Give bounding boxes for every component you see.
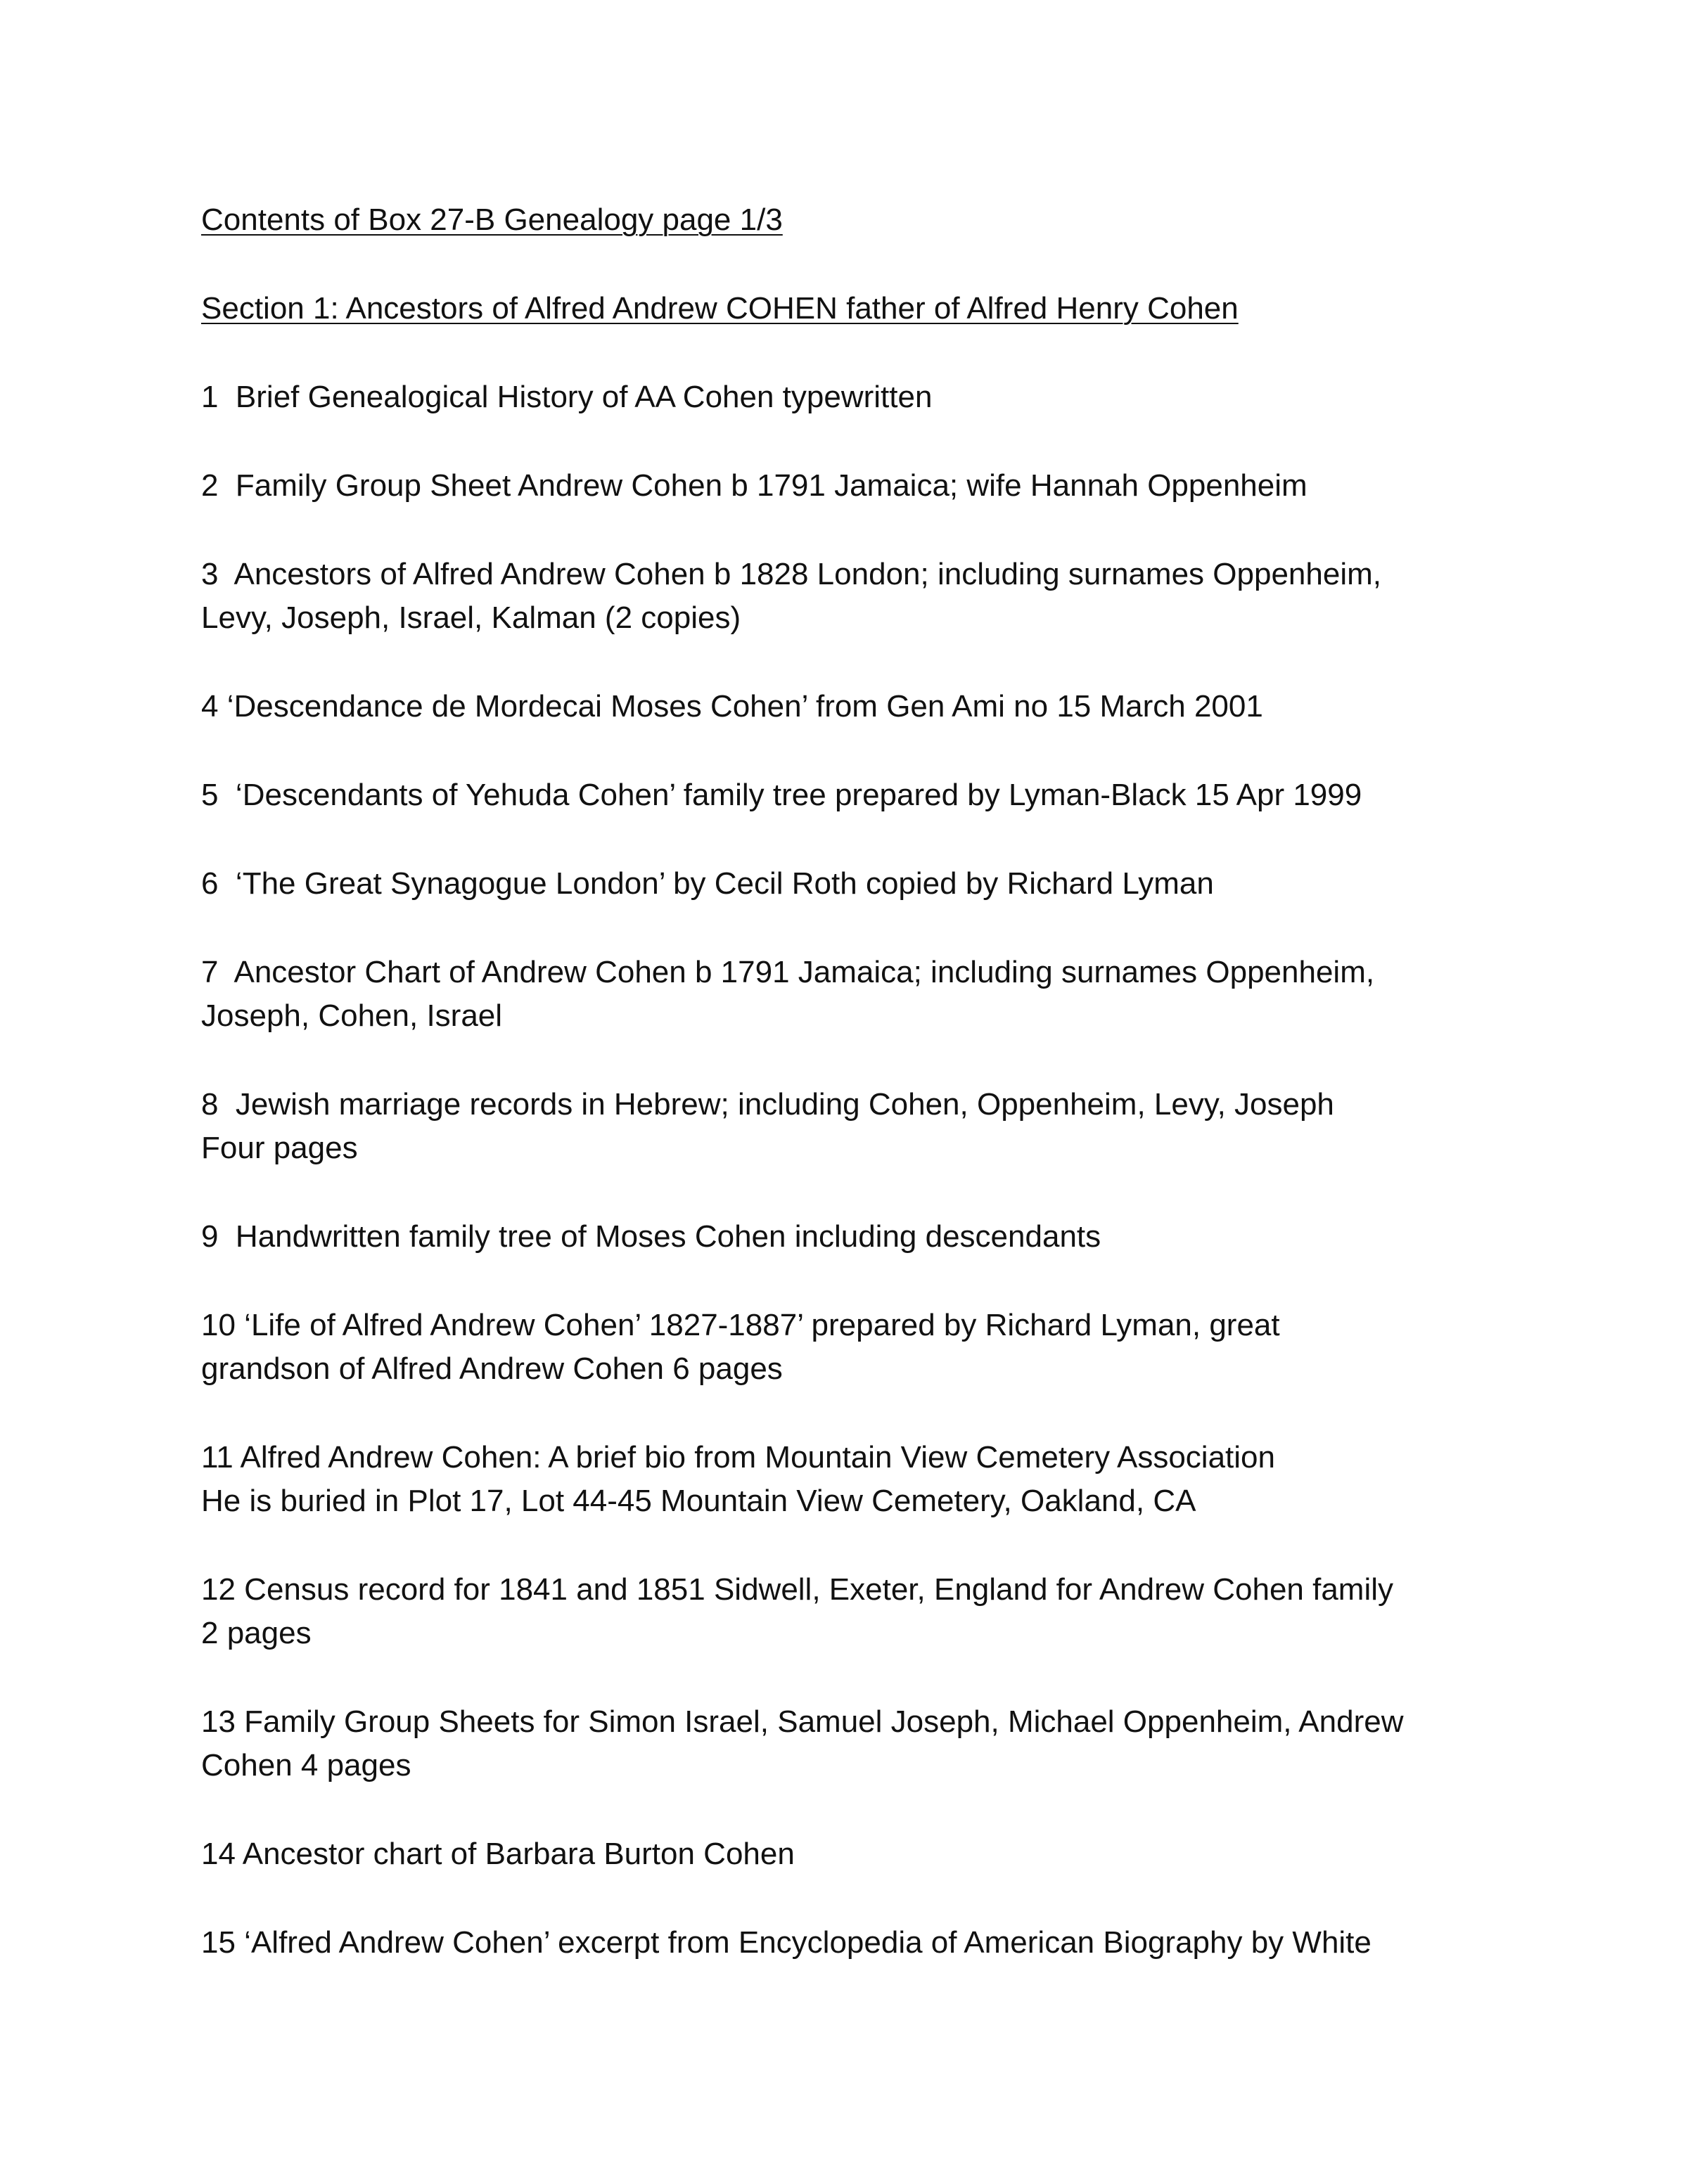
list-item bbox=[201, 464, 1537, 508]
list-item-line: 10 ‘Life of Alfred Andrew Cohen’ 1827-1887’ prepared by Richard Lyman, great bbox=[201, 1308, 1280, 1342]
list-item-line: Joseph, Cohen, Israel bbox=[201, 998, 503, 1033]
list-item bbox=[201, 1832, 1537, 1876]
list-item-line: 1 Brief Genealogical History of AA Cohen typewritten bbox=[201, 380, 933, 414]
list-item-line: 6 ‘The Great Synagogue London’ by Cecil Roth copied by Richard Lyman bbox=[201, 866, 1214, 901]
list-item-line: Four pages bbox=[201, 1131, 358, 1165]
list-item-line: 11 Alfred Andrew Cohen: A brief bio from Mountain View Cemetery Association bbox=[201, 1440, 1275, 1475]
list-item bbox=[201, 553, 1537, 640]
list-item-line: 2 pages bbox=[201, 1616, 312, 1650]
list-item-line: grandson of Alfred Andrew Cohen 6 pages bbox=[201, 1351, 783, 1386]
list-item-line: 8 Jewish marriage records in Hebrew; including Cohen, Oppenheim, Levy, Joseph bbox=[201, 1087, 1334, 1122]
list-item-line: 12 Census record for 1841 and 1851 Sidwell, Exeter, England for Andrew Cohen family bbox=[201, 1572, 1394, 1607]
list-item bbox=[201, 1304, 1537, 1391]
list-item-line: 4 ‘Descendance de Mordecai Moses Cohen’ from Gen Ami no 15 March 2001 bbox=[201, 689, 1263, 724]
list-item-line: 14 Ancestor chart of Barbara Burton Cohen bbox=[201, 1837, 795, 1871]
list-item-line: 2 Family Group Sheet Andrew Cohen b 1791 Jamaica; wife Hannah Oppenheim bbox=[201, 468, 1307, 503]
document-title: Contents of Box 27-B Genealogy page 1/3 bbox=[201, 203, 783, 237]
list-item bbox=[201, 375, 1537, 419]
list-item-line: 3 Ancestors of Alfred Andrew Cohen b 1828 London; including surnames Oppenheim, bbox=[201, 557, 1381, 591]
list-item-line: 7 Ancestor Chart of Andrew Cohen b 1791 Jamaica; including surnames Oppenheim, bbox=[201, 955, 1375, 989]
list-item bbox=[201, 773, 1537, 817]
list-item bbox=[201, 951, 1537, 1038]
list-item-line: 9 Handwritten family tree of Moses Cohen including descendants bbox=[201, 1219, 1101, 1254]
section-heading: Section 1: Ancestors of Alfred Andrew COHEN father of Alfred Henry Cohen bbox=[201, 291, 1239, 326]
list-item bbox=[201, 1700, 1537, 1787]
list-item bbox=[201, 862, 1537, 906]
list-item bbox=[201, 1436, 1537, 1523]
list-item-line: He is buried in Plot 17, Lot 44-45 Mountain View Cemetery, Oakland, CA bbox=[201, 1484, 1196, 1518]
list-item bbox=[201, 1921, 1537, 1965]
list-item-line: 15 ‘Alfred Andrew Cohen’ excerpt from Encyclopedia of American Biography by White bbox=[201, 1925, 1372, 1960]
entry-list bbox=[201, 375, 1537, 1965]
document-page bbox=[201, 198, 1537, 2010]
list-item bbox=[201, 1083, 1537, 1170]
list-item-line: 13 Family Group Sheets for Simon Israel, Samuel Joseph, Michael Oppenheim, Andrew bbox=[201, 1704, 1404, 1739]
list-item-line: Cohen 4 pages bbox=[201, 1748, 411, 1782]
list-item-line: 5 ‘Descendants of Yehuda Cohen’ family tree prepared by Lyman-Black 15 Apr 1999 bbox=[201, 778, 1362, 812]
list-item bbox=[201, 685, 1537, 728]
list-item bbox=[201, 1215, 1537, 1259]
list-item-line: Levy, Joseph, Israel, Kalman (2 copies) bbox=[201, 600, 741, 635]
list-item bbox=[201, 1568, 1537, 1655]
